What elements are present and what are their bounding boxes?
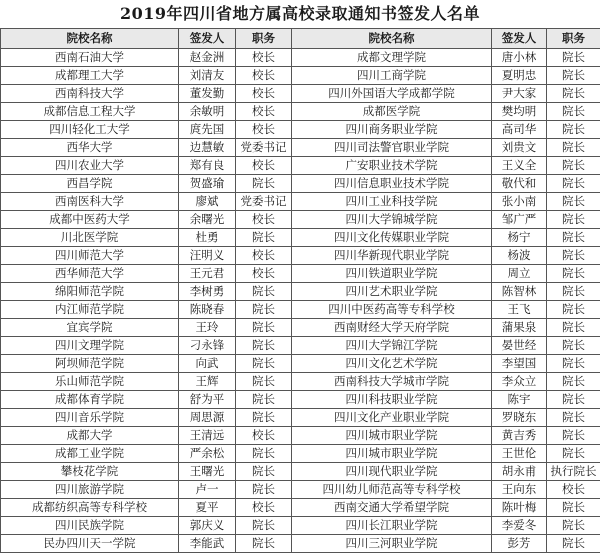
table-row	[1, 85, 600, 103]
signer-cell: 陈晓春	[179, 301, 236, 319]
signer-cell: 郭庆义	[179, 517, 236, 535]
school-name-cell: 西南财经大学天府学院	[292, 319, 492, 337]
position-cell: 校长	[236, 103, 292, 121]
position-cell: 院长	[547, 391, 600, 409]
signer-cell: 王向东	[492, 481, 547, 499]
position-cell: 院长	[547, 175, 600, 193]
school-name-cell: 西南科技大学城市学院	[292, 373, 492, 391]
signer-cell: 王飞	[492, 301, 547, 319]
school-name-cell: 阿坝师范学院	[1, 355, 179, 373]
position-cell: 院长	[547, 211, 600, 229]
position-cell: 院长	[547, 301, 600, 319]
signer-cell: 廖斌	[179, 193, 236, 211]
signer-cell: 王曙光	[179, 463, 236, 481]
signer-cell: 王玲	[179, 319, 236, 337]
table-row	[1, 445, 600, 463]
position-cell: 校长	[236, 49, 292, 67]
table-row	[1, 139, 600, 157]
school-name-cell: 民办四川天一学院	[1, 535, 179, 553]
school-name-cell: 四川农业大学	[1, 157, 179, 175]
school-name-cell: 四川文化产业职业学院	[292, 409, 492, 427]
header-school-name: 院校名称	[292, 29, 492, 49]
header-position: 职务	[547, 29, 600, 49]
position-cell: 院长	[547, 373, 600, 391]
signer-cell: 赵金洲	[179, 49, 236, 67]
school-name-cell: 四川城市职业学院	[292, 427, 492, 445]
school-name-cell: 成都文理学院	[292, 49, 492, 67]
signer-cell: 唐小林	[492, 49, 547, 67]
table-row	[1, 211, 600, 229]
school-name-cell: 四川大学锦城学院	[292, 211, 492, 229]
signer-cell: 张小南	[492, 193, 547, 211]
header-signer: 签发人	[492, 29, 547, 49]
school-name-cell: 四川师范大学	[1, 247, 179, 265]
school-name-cell: 西华师范大学	[1, 265, 179, 283]
school-name-cell: 广安职业技术学院	[292, 157, 492, 175]
school-name-cell: 四川华新现代职业学院	[292, 247, 492, 265]
signer-cell: 余曙光	[179, 211, 236, 229]
school-name-cell: 四川外国语大学成都学院	[292, 85, 492, 103]
signer-cell: 陈叶梅	[492, 499, 547, 517]
position-cell: 校长	[236, 499, 292, 517]
position-cell: 院长	[547, 85, 600, 103]
table-row	[1, 247, 600, 265]
position-cell: 院长	[236, 301, 292, 319]
position-cell: 院长	[236, 373, 292, 391]
signer-cell: 余敏明	[179, 103, 236, 121]
school-name-cell: 四川信息职业技术学院	[292, 175, 492, 193]
signer-cell: 向武	[179, 355, 236, 373]
table-row	[1, 409, 600, 427]
position-cell: 院长	[236, 535, 292, 553]
position-cell: 院长	[547, 157, 600, 175]
school-name-cell: 四川科技职业学院	[292, 391, 492, 409]
signer-cell: 李爱冬	[492, 517, 547, 535]
school-name-cell: 四川文化艺术学院	[292, 355, 492, 373]
position-cell: 院长	[547, 355, 600, 373]
signer-cell: 陈宇	[492, 391, 547, 409]
position-cell: 院长	[547, 535, 600, 553]
school-name-cell: 四川城市职业学院	[292, 445, 492, 463]
school-name-cell: 四川商务职业学院	[292, 121, 492, 139]
position-cell: 院长	[236, 319, 292, 337]
table-row	[1, 157, 600, 175]
signer-cell: 高司华	[492, 121, 547, 139]
position-cell: 院长	[547, 427, 600, 445]
position-cell: 院长	[236, 229, 292, 247]
signer-cell: 晏世经	[492, 337, 547, 355]
table-header-row	[1, 29, 600, 49]
table-row	[1, 517, 600, 535]
school-name-cell: 西昌学院	[1, 175, 179, 193]
signer-cell: 杜勇	[179, 229, 236, 247]
school-name-cell: 四川中医药高等专科学校	[292, 301, 492, 319]
signer-cell: 卢一	[179, 481, 236, 499]
position-cell: 院长	[547, 229, 600, 247]
table-row	[1, 49, 600, 67]
signer-cell: 庹先国	[179, 121, 236, 139]
table-row	[1, 121, 600, 139]
position-cell: 院长	[236, 517, 292, 535]
position-cell: 院长	[236, 283, 292, 301]
position-cell: 院长	[547, 139, 600, 157]
position-cell: 院长	[547, 67, 600, 85]
school-name-cell: 四川艺术职业学院	[292, 283, 492, 301]
signer-cell: 黄吉秀	[492, 427, 547, 445]
signer-cell: 杨宁	[492, 229, 547, 247]
position-cell: 院长	[236, 481, 292, 499]
position-cell: 院长	[547, 517, 600, 535]
position-cell: 院长	[236, 175, 292, 193]
school-name-cell: 四川音乐学院	[1, 409, 179, 427]
school-name-cell: 四川幼儿师范高等专科学校	[292, 481, 492, 499]
school-name-cell: 成都中医药大学	[1, 211, 179, 229]
signer-cell: 郑有良	[179, 157, 236, 175]
signer-cell: 贺盛瑜	[179, 175, 236, 193]
table-row	[1, 103, 600, 121]
school-name-cell: 四川旅游学院	[1, 481, 179, 499]
signer-cell: 李望国	[492, 355, 547, 373]
position-cell: 院长	[547, 319, 600, 337]
position-cell: 院长	[547, 337, 600, 355]
table-row	[1, 499, 600, 517]
table-row	[1, 67, 600, 85]
position-cell: 院长	[547, 247, 600, 265]
signer-roster-table	[0, 28, 600, 553]
school-name-cell: 四川民族学院	[1, 517, 179, 535]
header-school-name: 院校名称	[1, 29, 179, 49]
school-name-cell: 四川铁道职业学院	[292, 265, 492, 283]
signer-cell: 夏平	[179, 499, 236, 517]
position-cell: 执行院长	[547, 463, 600, 481]
position-cell: 校长	[547, 481, 600, 499]
school-name-cell: 成都纺织高等专科学校	[1, 499, 179, 517]
school-name-cell: 成都信息工程大学	[1, 103, 179, 121]
school-name-cell: 四川三河职业学院	[292, 535, 492, 553]
signer-cell: 杨波	[492, 247, 547, 265]
signer-cell: 舒为平	[179, 391, 236, 409]
signer-cell: 李众立	[492, 373, 547, 391]
table-row	[1, 463, 600, 481]
position-cell: 校长	[236, 247, 292, 265]
table-row	[1, 355, 600, 373]
table-row	[1, 265, 600, 283]
table-body	[1, 49, 600, 553]
signer-cell: 严余松	[179, 445, 236, 463]
signer-cell: 敬代和	[492, 175, 547, 193]
signer-cell: 彭芳	[492, 535, 547, 553]
position-cell: 校长	[236, 121, 292, 139]
school-name-cell: 绵阳师范学院	[1, 283, 179, 301]
signer-cell: 罗晓东	[492, 409, 547, 427]
school-name-cell: 川北医学院	[1, 229, 179, 247]
signer-cell: 刘清友	[179, 67, 236, 85]
position-cell: 院长	[547, 121, 600, 139]
position-cell: 院长	[547, 103, 600, 121]
school-name-cell: 成都工业学院	[1, 445, 179, 463]
school-name-cell: 成都医学院	[292, 103, 492, 121]
table-row	[1, 175, 600, 193]
position-cell: 院长	[236, 337, 292, 355]
position-cell: 校长	[236, 265, 292, 283]
position-cell: 院长	[236, 409, 292, 427]
school-name-cell: 四川工业科技学院	[292, 193, 492, 211]
signer-cell: 边慧敏	[179, 139, 236, 157]
school-name-cell: 四川大学锦江学院	[292, 337, 492, 355]
header-signer: 签发人	[179, 29, 236, 49]
school-name-cell: 四川轻化工大学	[1, 121, 179, 139]
school-name-cell: 四川司法警官职业学院	[292, 139, 492, 157]
position-cell: 院长	[236, 463, 292, 481]
signer-cell: 周立	[492, 265, 547, 283]
signer-cell: 王义全	[492, 157, 547, 175]
signer-cell: 董发勤	[179, 85, 236, 103]
position-cell: 院长	[547, 283, 600, 301]
signer-cell: 李能武	[179, 535, 236, 553]
position-cell: 校长	[236, 85, 292, 103]
position-cell: 党委书记	[236, 193, 292, 211]
signer-cell: 王元君	[179, 265, 236, 283]
table-row	[1, 229, 600, 247]
school-name-cell: 内江师范学院	[1, 301, 179, 319]
position-cell: 院长	[547, 49, 600, 67]
signer-cell: 周思源	[179, 409, 236, 427]
position-cell: 院长	[547, 499, 600, 517]
signer-cell: 王清远	[179, 427, 236, 445]
signer-cell: 胡永甫	[492, 463, 547, 481]
position-cell: 校长	[236, 427, 292, 445]
school-name-cell: 成都大学	[1, 427, 179, 445]
signer-cell: 李树勇	[179, 283, 236, 301]
school-name-cell: 四川文化传媒职业学院	[292, 229, 492, 247]
table-row	[1, 337, 600, 355]
table-row	[1, 481, 600, 499]
position-cell: 院长	[236, 355, 292, 373]
position-cell: 院长	[547, 265, 600, 283]
document-title: 2019年四川省地方属高校录取通知书签发人名单	[0, 2, 600, 26]
table-row	[1, 427, 600, 445]
school-name-cell: 乐山师范学院	[1, 373, 179, 391]
position-cell: 校长	[236, 211, 292, 229]
table-row	[1, 319, 600, 337]
school-name-cell: 西南交通大学希望学院	[292, 499, 492, 517]
signer-cell: 樊均明	[492, 103, 547, 121]
school-name-cell: 四川工商学院	[292, 67, 492, 85]
header-position: 职务	[236, 29, 292, 49]
school-name-cell: 四川文理学院	[1, 337, 179, 355]
table-row	[1, 373, 600, 391]
school-name-cell: 西南医科大学	[1, 193, 179, 211]
position-cell: 院长	[547, 193, 600, 211]
position-cell: 校长	[236, 157, 292, 175]
position-cell: 院长	[547, 445, 600, 463]
table-row	[1, 391, 600, 409]
table-row	[1, 301, 600, 319]
position-cell: 院长	[547, 409, 600, 427]
school-name-cell: 成都体育学院	[1, 391, 179, 409]
position-cell: 院长	[236, 391, 292, 409]
signer-cell: 蒲果泉	[492, 319, 547, 337]
school-name-cell: 四川长江职业学院	[292, 517, 492, 535]
school-name-cell: 西南石油大学	[1, 49, 179, 67]
signer-cell: 陈智林	[492, 283, 547, 301]
signer-cell: 王辉	[179, 373, 236, 391]
table-row	[1, 193, 600, 211]
school-name-cell: 西华大学	[1, 139, 179, 157]
signer-cell: 夏明忠	[492, 67, 547, 85]
table-row	[1, 283, 600, 301]
signer-cell: 汪明义	[179, 247, 236, 265]
signer-cell: 尹大家	[492, 85, 547, 103]
school-name-cell: 宜宾学院	[1, 319, 179, 337]
position-cell: 院长	[236, 445, 292, 463]
position-cell: 党委书记	[236, 139, 292, 157]
signer-cell: 王世伦	[492, 445, 547, 463]
signer-cell: 刁永锋	[179, 337, 236, 355]
school-name-cell: 四川现代职业学院	[292, 463, 492, 481]
position-cell: 校长	[236, 67, 292, 85]
school-name-cell: 成都理工大学	[1, 67, 179, 85]
school-name-cell: 攀枝花学院	[1, 463, 179, 481]
signer-cell: 刘贵文	[492, 139, 547, 157]
school-name-cell: 西南科技大学	[1, 85, 179, 103]
signer-cell: 邹广严	[492, 211, 547, 229]
